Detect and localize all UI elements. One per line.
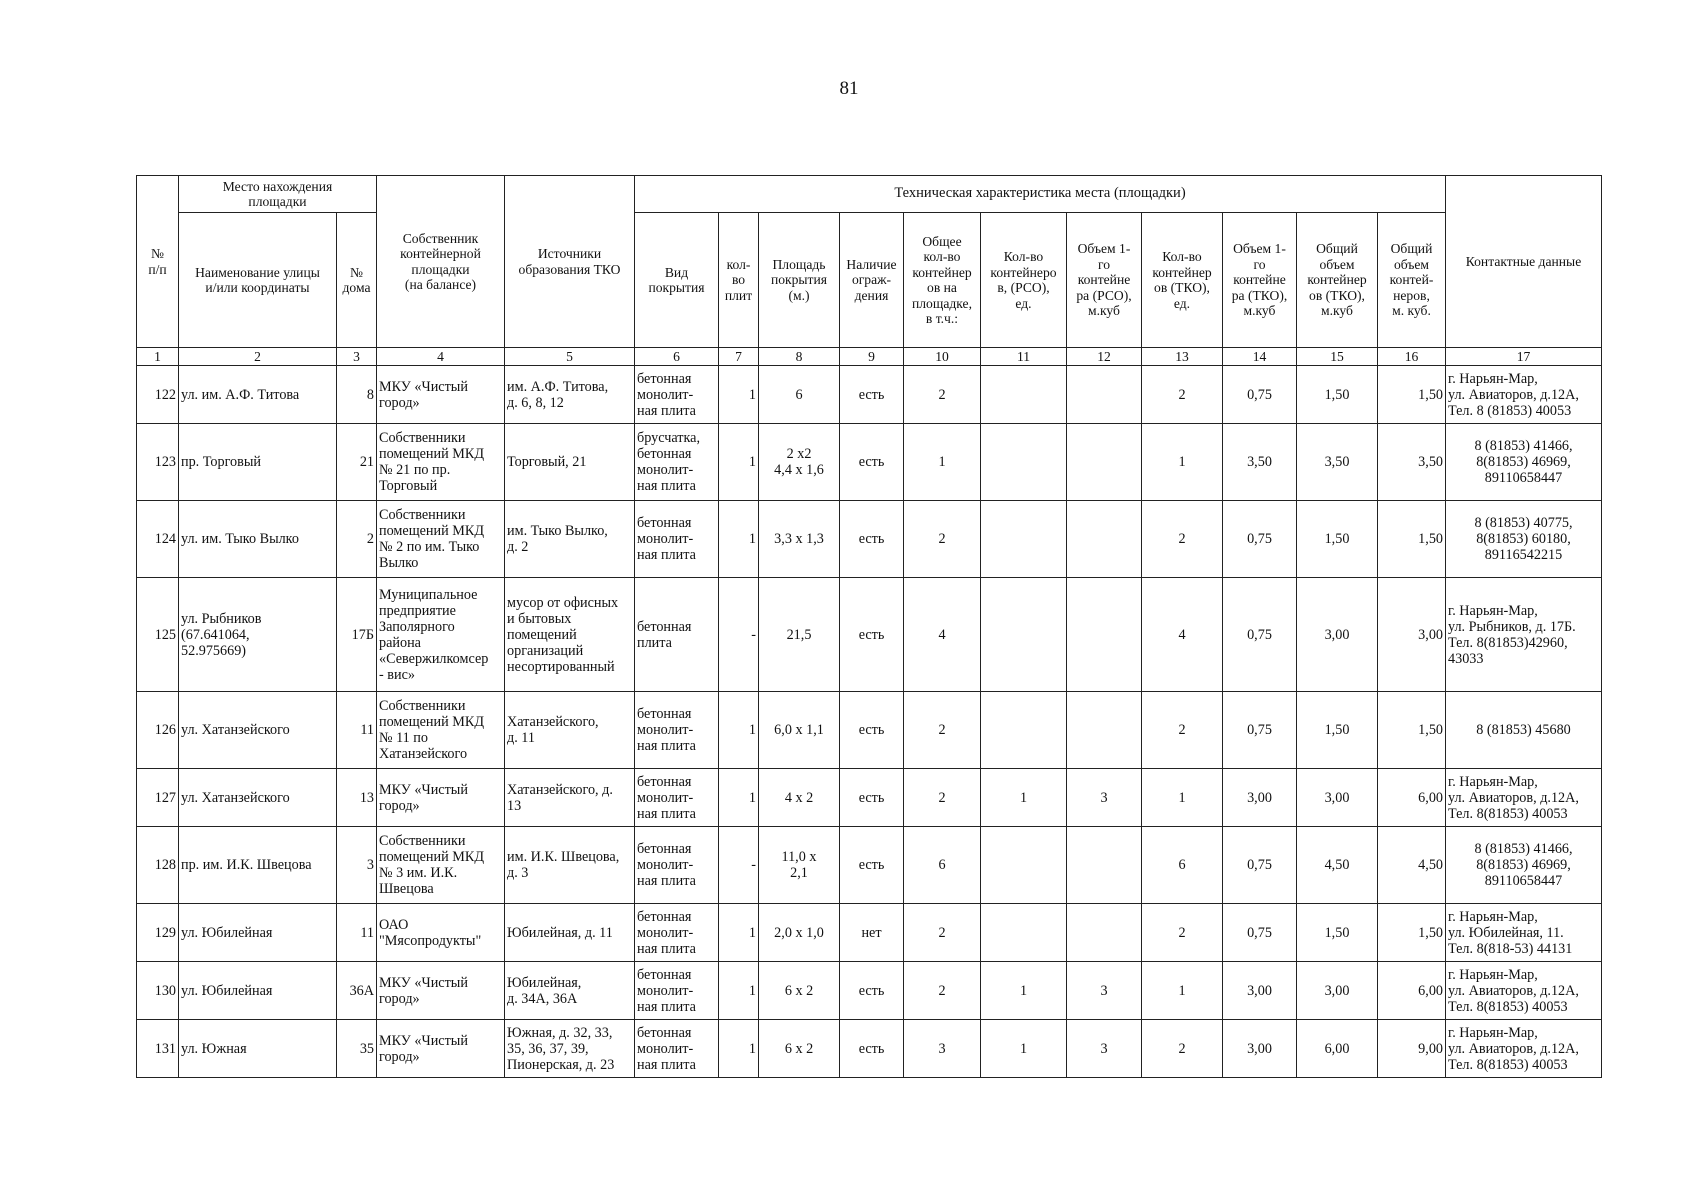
cell-tko-volume: 0,75 [1223,578,1297,692]
cell-tko-total-volume: 3,00 [1297,962,1378,1020]
cell-tko-volume: 0,75 [1223,827,1297,904]
cell-num: 125 [137,578,179,692]
container-sites-table [136,175,1602,1078]
cell-fence: есть [840,501,904,578]
column-number: 2 [179,348,337,366]
cell-sources: Хатанзейского, д. 13 [505,769,635,827]
column-number: 6 [635,348,719,366]
cell-contacts: г. Нарьян-Мар, ул. Авиаторов, д.12А, Тел. 8(81853) 40053 [1446,962,1602,1020]
cell-tko-count: 4 [1142,578,1223,692]
cell-rso-count [981,366,1067,424]
table-row [137,904,1602,962]
cell-tko-volume: 3,00 [1223,962,1297,1020]
cell-total-containers: 2 [904,962,981,1020]
table-row [137,962,1602,1020]
cell-total-containers: 2 [904,769,981,827]
cell-rso-volume [1067,501,1142,578]
cell-rso-volume [1067,424,1142,501]
cell-owner: МКУ «Чистый город» [377,1020,505,1078]
cell-tko-count: 1 [1142,424,1223,501]
header-area: Площадь покрытия (м.) [759,213,840,348]
cell-area: 6,0 х 1,1 [759,692,840,769]
cell-owner: Собственники помещений МКД № 11 по Хатанзейского [377,692,505,769]
cell-contacts: 8 (81853) 45680 [1446,692,1602,769]
table-header [137,176,1602,366]
cell-rso-count [981,827,1067,904]
cell-sources: им. И.К. Швецова, д. 3 [505,827,635,904]
cell-area: 2 х2 4,4 х 1,6 [759,424,840,501]
cell-slabs: 1 [719,692,759,769]
cell-rso-count [981,501,1067,578]
cell-house: 17Б [337,578,377,692]
cell-fence: есть [840,578,904,692]
cell-fence: есть [840,769,904,827]
cell-rso-volume [1067,904,1142,962]
cell-sources: Юбилейная, д. 11 [505,904,635,962]
cell-num: 126 [137,692,179,769]
header-fence: Наличие ограж- дения [840,213,904,348]
cell-house: 2 [337,501,377,578]
table-row [137,827,1602,904]
header-tech-group: Техническая характеристика места (площадки) [635,176,1446,213]
cell-tko-volume: 3,00 [1223,1020,1297,1078]
cell-rso-volume [1067,692,1142,769]
header-contacts: Контактные данные [1446,176,1602,348]
cell-fence: нет [840,904,904,962]
cell-rso-count: 1 [981,962,1067,1020]
column-number: 15 [1297,348,1378,366]
cell-fence: есть [840,962,904,1020]
cell-street: ул. Хатанзейского [179,769,337,827]
cell-house: 3 [337,827,377,904]
column-number: 11 [981,348,1067,366]
cell-slabs: 1 [719,366,759,424]
header-tko-volume: Объем 1- го контейне ра (ТКО), м.куб [1223,213,1297,348]
table-body [137,366,1602,1078]
cell-tko-count: 1 [1142,962,1223,1020]
cell-slabs: 1 [719,962,759,1020]
cell-house: 11 [337,692,377,769]
cell-fence: есть [840,366,904,424]
cell-street: ул. им. Тыко Вылко [179,501,337,578]
header-owner: Собственник контейнерной площадки (на балансе) [377,176,505,348]
column-number: 5 [505,348,635,366]
cell-total-volume: 1,50 [1378,501,1446,578]
cell-street: ул. Юбилейная [179,962,337,1020]
table-row [137,578,1602,692]
cell-rso-volume [1067,827,1142,904]
cell-tko-total-volume: 1,50 [1297,501,1378,578]
cell-tko-count: 6 [1142,827,1223,904]
column-number: 14 [1223,348,1297,366]
cell-owner: Собственники помещений МКД № 21 по пр. Торговый [377,424,505,501]
cell-total-volume: 1,50 [1378,904,1446,962]
cell-sources: им. А.Ф. Титова, д. 6, 8, 12 [505,366,635,424]
cell-fence: есть [840,1020,904,1078]
table-row [137,424,1602,501]
header-street: Наименование улицы и/или координаты [179,213,337,348]
cell-street: ул. Хатанзейского [179,692,337,769]
cell-surface: бетонная плита [635,578,719,692]
cell-sources: Южная, д. 32, 33, 35, 36, 37, 39, Пионерская, д. 23 [505,1020,635,1078]
cell-tko-total-volume: 3,50 [1297,424,1378,501]
cell-total-containers: 3 [904,1020,981,1078]
column-number: 1 [137,348,179,366]
cell-contacts: г. Нарьян-Мар, ул. Рыбников, д. 17Б. Тел. 8(81853)42960, 43033 [1446,578,1602,692]
cell-num: 129 [137,904,179,962]
cell-fence: есть [840,692,904,769]
cell-rso-volume [1067,366,1142,424]
cell-tko-total-volume: 3,00 [1297,578,1378,692]
cell-total-containers: 2 [904,904,981,962]
cell-contacts: 8 (81853) 41466, 8(81853) 46969, 89110658447 [1446,424,1602,501]
table-row [137,1020,1602,1078]
cell-sources: Хатанзейского, д. 11 [505,692,635,769]
cell-tko-volume: 0,75 [1223,366,1297,424]
cell-contacts: г. Нарьян-Мар, ул. Авиаторов, д.12А, Тел. 8(81853) 40053 [1446,769,1602,827]
cell-rso-volume [1067,578,1142,692]
cell-total-containers: 2 [904,366,981,424]
cell-contacts: 8 (81853) 41466, 8(81853) 46969, 89110658447 [1446,827,1602,904]
table-row [137,769,1602,827]
cell-area: 6 х 2 [759,1020,840,1078]
cell-owner: МКУ «Чистый город» [377,962,505,1020]
cell-total-containers: 6 [904,827,981,904]
cell-area: 6 [759,366,840,424]
cell-total-volume: 6,00 [1378,962,1446,1020]
cell-owner: Собственники помещений МКД № 2 по им. Тыко Вылко [377,501,505,578]
cell-contacts: г. Нарьян-Мар, ул. Авиаторов, д.12А, Тел. 8(81853) 40053 [1446,1020,1602,1078]
cell-slabs: - [719,578,759,692]
cell-area: 11,0 х 2,1 [759,827,840,904]
cell-house: 36А [337,962,377,1020]
cell-slabs: 1 [719,1020,759,1078]
cell-tko-count: 2 [1142,1020,1223,1078]
column-number: 9 [840,348,904,366]
cell-tko-volume: 0,75 [1223,904,1297,962]
cell-num: 130 [137,962,179,1020]
cell-contacts: 8 (81853) 40775, 8(81853) 60180, 89116542215 [1446,501,1602,578]
cell-street: пр. им. И.К. Швецова [179,827,337,904]
cell-contacts: г. Нарьян-Мар, ул. Юбилейная, 11. Тел. 8(818-53) 44131 [1446,904,1602,962]
cell-tko-count: 2 [1142,501,1223,578]
cell-sources: Юбилейная, д. 34А, 36А [505,962,635,1020]
header-tko-count: Кол-во контейнер ов (ТКО), ед. [1142,213,1223,348]
cell-area: 21,5 [759,578,840,692]
column-number: 10 [904,348,981,366]
cell-total-volume: 3,00 [1378,578,1446,692]
cell-tko-total-volume: 4,50 [1297,827,1378,904]
header-total-containers: Общее кол-во контейнер ов на площадке, в т.ч.: [904,213,981,348]
cell-tko-total-volume: 1,50 [1297,692,1378,769]
cell-total-volume: 1,50 [1378,366,1446,424]
cell-area: 4 х 2 [759,769,840,827]
column-number: 17 [1446,348,1602,366]
column-number: 7 [719,348,759,366]
cell-tko-volume: 3,50 [1223,424,1297,501]
cell-owner: Муниципальное предприятие Заполярного района «Севержилкомсер - вис» [377,578,505,692]
cell-slabs: 1 [719,501,759,578]
cell-num: 124 [137,501,179,578]
cell-total-volume: 6,00 [1378,769,1446,827]
cell-surface: бетонная монолит- ная плита [635,904,719,962]
cell-surface: бетонная монолит- ная плита [635,692,719,769]
cell-area: 2,0 х 1,0 [759,904,840,962]
cell-num: 122 [137,366,179,424]
header-rso-count: Кол-во контейнеро в, (РСО), ед. [981,213,1067,348]
cell-owner: Собственники помещений МКД № 3 им. И.К. Швецова [377,827,505,904]
column-number-row [137,348,1602,366]
cell-sources: им. Тыко Вылко, д. 2 [505,501,635,578]
cell-slabs: 1 [719,424,759,501]
cell-rso-count [981,904,1067,962]
table-row [137,692,1602,769]
header-location-group: Место нахождения площадки [179,176,377,213]
cell-fence: есть [840,424,904,501]
cell-surface: бетонная монолит- ная плита [635,1020,719,1078]
cell-total-volume: 9,00 [1378,1020,1446,1078]
cell-total-volume: 4,50 [1378,827,1446,904]
cell-rso-count: 1 [981,1020,1067,1078]
table-row [137,366,1602,424]
cell-tko-volume: 0,75 [1223,501,1297,578]
cell-total-containers: 2 [904,501,981,578]
cell-sources: мусор от офисных и бытовых помещений организаций несортированный [505,578,635,692]
cell-surface: бетонная монолит- ная плита [635,962,719,1020]
cell-area: 3,3 х 1,3 [759,501,840,578]
cell-area: 6 х 2 [759,962,840,1020]
cell-total-containers: 4 [904,578,981,692]
cell-street: пр. Торговый [179,424,337,501]
cell-surface: брусчатка, бетонная монолит- ная плита [635,424,719,501]
column-number: 4 [377,348,505,366]
cell-street: ул. Южная [179,1020,337,1078]
cell-num: 127 [137,769,179,827]
header-total-volume: Общий объем контей- неров, м. куб. [1378,213,1446,348]
cell-tko-count: 1 [1142,769,1223,827]
cell-rso-volume: 3 [1067,1020,1142,1078]
cell-tko-total-volume: 3,00 [1297,769,1378,827]
column-number: 16 [1378,348,1446,366]
cell-num: 131 [137,1020,179,1078]
cell-tko-count: 2 [1142,904,1223,962]
column-number: 3 [337,348,377,366]
cell-num: 123 [137,424,179,501]
header-tko-total-volume: Общий объем контейнер ов (ТКО), м.куб [1297,213,1378,348]
cell-sources: Торговый, 21 [505,424,635,501]
header-sources: Источники образования ТКО [505,176,635,348]
cell-rso-count [981,424,1067,501]
cell-house: 11 [337,904,377,962]
cell-total-containers: 1 [904,424,981,501]
cell-surface: бетонная монолит- ная плита [635,366,719,424]
cell-rso-volume: 3 [1067,962,1142,1020]
cell-tko-total-volume: 1,50 [1297,904,1378,962]
cell-surface: бетонная монолит- ная плита [635,501,719,578]
header-rso-volume: Объем 1- го контейне ра (РСО), м.куб [1067,213,1142,348]
column-number: 12 [1067,348,1142,366]
cell-tko-total-volume: 1,50 [1297,366,1378,424]
cell-tko-volume: 3,00 [1223,769,1297,827]
cell-slabs: 1 [719,769,759,827]
cell-rso-count: 1 [981,769,1067,827]
cell-slabs: 1 [719,904,759,962]
cell-tko-count: 2 [1142,692,1223,769]
cell-total-volume: 3,50 [1378,424,1446,501]
cell-num: 128 [137,827,179,904]
page-number: 81 [839,78,859,99]
cell-house: 13 [337,769,377,827]
cell-tko-total-volume: 6,00 [1297,1020,1378,1078]
cell-street: ул. Юбилейная [179,904,337,962]
cell-surface: бетонная монолит- ная плита [635,769,719,827]
cell-surface: бетонная монолит- ная плита [635,827,719,904]
cell-slabs: - [719,827,759,904]
header-slab-count: кол- во плит [719,213,759,348]
cell-rso-count [981,692,1067,769]
column-number: 13 [1142,348,1223,366]
cell-owner: МКУ «Чистый город» [377,769,505,827]
cell-total-containers: 2 [904,692,981,769]
cell-contacts: г. Нарьян-Мар, ул. Авиаторов, д.12А, Тел. 8 (81853) 40053 [1446,366,1602,424]
cell-house: 35 [337,1020,377,1078]
cell-street: ул. им. А.Ф. Титова [179,366,337,424]
column-number: 8 [759,348,840,366]
cell-owner: ОАО "Мясопродукты" [377,904,505,962]
table-row [137,501,1602,578]
cell-house: 21 [337,424,377,501]
cell-tko-count: 2 [1142,366,1223,424]
cell-total-volume: 1,50 [1378,692,1446,769]
cell-fence: есть [840,827,904,904]
cell-house: 8 [337,366,377,424]
header-house: № дома [337,213,377,348]
cell-owner: МКУ «Чистый город» [377,366,505,424]
header-num: № п/п [137,176,179,348]
cell-rso-volume: 3 [1067,769,1142,827]
cell-street: ул. Рыбников (67.641064, 52.975669) [179,578,337,692]
cell-tko-volume: 0,75 [1223,692,1297,769]
header-surface-type: Вид покрытия [635,213,719,348]
cell-rso-count [981,578,1067,692]
